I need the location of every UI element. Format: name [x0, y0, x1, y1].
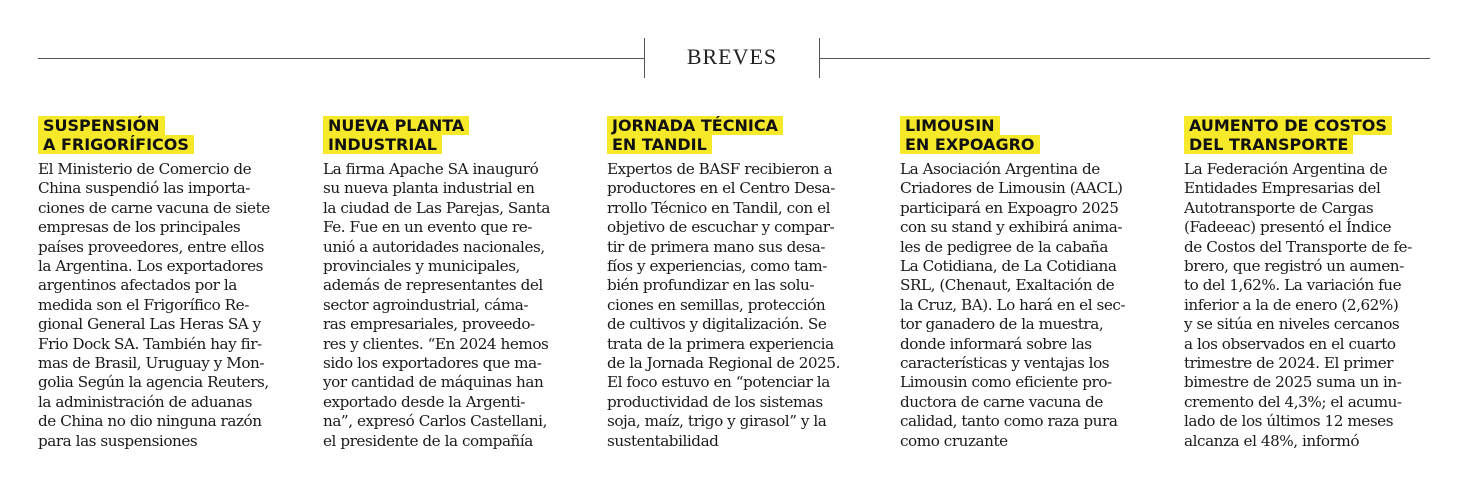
- body-line: brero, que registró un aumen-: [1184, 257, 1404, 276]
- body-line: (Fadeeac) presentó el Índice: [1184, 218, 1392, 237]
- section-title: BREVES: [686, 44, 778, 69]
- body-line: mas de Brasil, Uruguay y Mon-: [38, 354, 265, 373]
- article-body: [323, 160, 585, 451]
- body-line: productividad de los sistemas: [607, 392, 823, 411]
- article-body: [1184, 160, 1446, 451]
- headline-line: EN EXPOAGRO: [900, 135, 1040, 154]
- body-line: na”, expresó Carlos Castellani,: [323, 412, 547, 431]
- body-line: soja, maíz, trigo y girasol” y la: [607, 412, 827, 431]
- body-line: donde informará sobre las: [900, 334, 1092, 353]
- article-limousin-expoagro: [900, 116, 1162, 451]
- body-line: el presidente de la compañía: [323, 431, 533, 450]
- body-line: Frio Dock SA. También hay fir-: [38, 334, 262, 353]
- body-line: la Cruz, BA). Lo hará en el sec-: [900, 295, 1126, 314]
- body-line: ciones en semillas, protección: [607, 295, 826, 314]
- body-line: de China no dio ninguna razón: [38, 412, 262, 431]
- body-line: Limousin como eficiente pro-: [900, 373, 1112, 392]
- body-line: argentinos afectados por la: [38, 276, 237, 295]
- body-line: La Asociación Argentina de: [900, 160, 1100, 178]
- headline-line: EN TANDIL: [607, 135, 712, 154]
- body-line: de la Jornada Regional de 2025.: [607, 354, 840, 373]
- headline-line: LIMOUSIN: [900, 116, 1000, 135]
- body-line: objetivo de escuchar y compar-: [607, 218, 835, 237]
- body-line: de cultivos y digitalización. Se: [607, 315, 827, 334]
- body-line: su nueva planta industrial en: [323, 179, 535, 198]
- body-line: tor ganadero de la muestra,: [900, 315, 1104, 334]
- body-line: bimestre de 2025 suma un in-: [1184, 373, 1402, 392]
- body-line: sido los exportadores que ma-: [323, 354, 542, 373]
- body-line: Autotransporte de Cargas: [1184, 198, 1374, 217]
- headline-line: A FRIGORÍFICOS: [38, 135, 194, 154]
- body-line: bién profundizar en las solu-: [607, 276, 814, 295]
- body-line: El foco estuvo en “potenciar la: [607, 373, 830, 392]
- body-line: como cruzante: [900, 431, 1008, 450]
- body-line: ciones de carne vacuna de siete: [38, 198, 270, 217]
- body-line: sustentabilidad: [607, 431, 719, 450]
- body-line: rrollo Técnico en Tandil, con el: [607, 198, 831, 217]
- headline-line: AUMENTO DE COSTOS: [1184, 116, 1392, 135]
- body-line: exportado desde la Argenti-: [323, 392, 525, 411]
- headline-line: DEL TRANSPORTE: [1184, 135, 1353, 154]
- body-line: la ciudad de Las Parejas, Santa: [323, 198, 551, 217]
- body-line: sector agroindustrial, cáma-: [323, 295, 529, 314]
- body-line: alcanza el 48%, informó: [1184, 431, 1360, 450]
- body-line: SRL, (Chenaut, Exaltación de: [900, 276, 1115, 295]
- article-headline: [1184, 116, 1446, 154]
- article-nueva-planta-industrial: [323, 116, 585, 451]
- body-line: res y clientes. “En 2024 hemos: [323, 334, 549, 353]
- body-line: La Federación Argentina de: [1184, 160, 1388, 178]
- body-line: les de pedigree de la cabaña: [900, 237, 1108, 256]
- body-line: La Cotidiana, de La Cotidiana: [900, 257, 1117, 276]
- body-line: golia Según la agencia Reuters,: [38, 373, 269, 392]
- body-line: cremento del 4,3%; el acumu-: [1184, 392, 1402, 411]
- article-jornada-tecnica-tandil: [607, 116, 869, 451]
- body-line: empresas de los principales: [38, 218, 241, 237]
- body-line: gional General Las Heras SA y: [38, 315, 261, 334]
- body-line: países proveedores, entre ellos: [38, 237, 264, 256]
- header-rule-right: [819, 58, 1430, 59]
- body-line: tir de primera mano sus desa-: [607, 237, 826, 256]
- body-line: Expertos de BASF recibieron a: [607, 160, 833, 178]
- body-line: trimestre de 2024. El primer: [1184, 354, 1394, 373]
- article-headline: [607, 116, 869, 154]
- article-body: [900, 160, 1162, 451]
- headline-line: NUEVA PLANTA: [323, 116, 469, 135]
- body-line: unió a autoridades nacionales,: [323, 237, 545, 256]
- body-line: y se sitúa en niveles cercanos: [1184, 315, 1400, 334]
- body-line: la administración de aduanas: [38, 392, 252, 411]
- body-line: to del 1,62%. La variación fue: [1184, 276, 1402, 295]
- body-line: características y ventajas los: [900, 354, 1110, 373]
- body-line: yor cantidad de máquinas han: [323, 373, 544, 392]
- body-line: Fe. Fue en un evento que re-: [323, 218, 532, 237]
- article-headline: [323, 116, 585, 154]
- body-line: con su stand y exhibirá anima-: [900, 218, 1123, 237]
- body-line: Entidades Empresarias del: [1184, 179, 1381, 198]
- body-line: El Ministerio de Comercio de: [38, 160, 252, 178]
- body-line: de Costos del Transporte de fe-: [1184, 237, 1412, 256]
- headline-line: JORNADA TÉCNICA: [607, 116, 783, 135]
- body-line: ductora de carne vacuna de: [900, 392, 1103, 411]
- body-line: Criadores de Limousin (AACL): [900, 179, 1123, 198]
- body-line: la Argentina. Los exportadores: [38, 257, 264, 276]
- article-body: [607, 160, 869, 451]
- body-line: participará en Expoagro 2025: [900, 198, 1119, 217]
- section-header: [38, 38, 1430, 78]
- body-line: para las suspensiones: [38, 431, 198, 450]
- article-aumento-costos-transporte: [1184, 116, 1446, 451]
- article-headline: [38, 116, 300, 154]
- body-line: China suspendió las importa-: [38, 179, 250, 198]
- body-line: trata de la primera experiencia: [607, 334, 834, 353]
- body-line: fíos y experiencias, como tam-: [607, 257, 827, 276]
- body-line: lado de los últimos 12 meses: [1184, 412, 1394, 431]
- article-body: [38, 160, 300, 451]
- body-line: medida son el Frigorífico Re-: [38, 295, 249, 314]
- body-line: calidad, tanto como raza pura: [900, 412, 1118, 431]
- body-line: además de representantes del: [323, 276, 543, 295]
- headline-line: SUSPENSIÓN: [38, 116, 165, 135]
- body-line: inferior a la de enero (2,62%): [1184, 295, 1399, 314]
- article-headline: [900, 116, 1162, 154]
- body-line: a los observados en el cuarto: [1184, 334, 1396, 353]
- body-line: La firma Apache SA inauguró: [323, 160, 539, 178]
- header-rule-left: [38, 58, 644, 59]
- headline-line: INDUSTRIAL: [323, 135, 442, 154]
- body-line: provinciales y municipales,: [323, 257, 520, 276]
- article-suspension-frigorificos: [38, 116, 300, 451]
- body-line: productores en el Centro Desa-: [607, 179, 835, 198]
- body-line: ras empresariales, proveedo-: [323, 315, 535, 334]
